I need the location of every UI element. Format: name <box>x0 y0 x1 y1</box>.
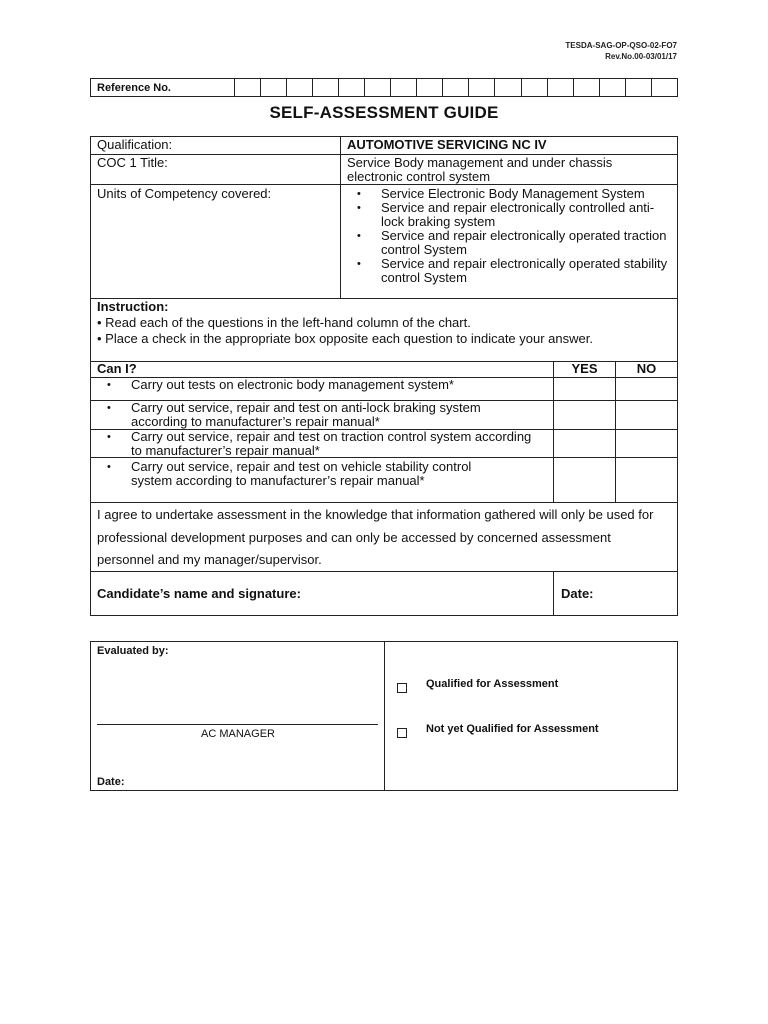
qualified-label: Qualified for Assessment <box>426 678 559 690</box>
reference-box[interactable] <box>417 79 443 97</box>
coc-value: Service Body management and under chassis electronic control system <box>340 155 677 184</box>
signature-row <box>91 571 677 615</box>
instruction-line: • Place a check in the appropriate box opposite each question to indicate your answer. <box>97 331 593 346</box>
coc-label: COC 1 Title: <box>97 155 168 170</box>
qualified-option[interactable] <box>397 678 559 698</box>
yes-checkbox[interactable] <box>553 430 615 457</box>
question-row <box>91 457 677 502</box>
not-qualified-option[interactable] <box>397 723 599 743</box>
no-checkbox[interactable] <box>615 458 677 502</box>
units-label: Units of Competency covered: <box>97 186 272 201</box>
question-row <box>91 400 677 429</box>
yes-header: YES <box>553 362 615 377</box>
reference-box[interactable] <box>261 79 287 97</box>
agreement-row <box>91 502 677 571</box>
evaluated-by-label: Evaluated by: <box>97 645 169 657</box>
evaluator-section <box>91 642 385 790</box>
units-list <box>341 187 669 285</box>
no-header: NO <box>615 362 677 377</box>
units-list-cell <box>340 185 677 298</box>
no-checkbox[interactable] <box>615 378 677 400</box>
instruction-label: Instruction: <box>97 299 169 314</box>
coc-row <box>91 154 677 184</box>
revision-number: Rev.No.00-03/01/17 <box>605 52 677 61</box>
not-qualified-checkbox[interactable] <box>397 728 407 738</box>
reference-box[interactable] <box>547 79 573 97</box>
ac-manager-label: AC MANAGER <box>201 728 275 740</box>
evaluation-date-label: Date: <box>97 776 125 788</box>
question-text: • Carry out tests on electronic body management system* <box>91 378 541 392</box>
question-text: • Carry out service, repair and test on traction control system according to manufacturer’s repair manual* <box>91 430 543 458</box>
unit-item: • Service and repair electronically operated traction control System <box>341 229 669 257</box>
reference-box[interactable] <box>651 79 677 97</box>
evaluation-box <box>90 641 678 791</box>
reference-box[interactable] <box>495 79 521 97</box>
reference-box[interactable] <box>339 79 365 97</box>
reference-box[interactable] <box>573 79 599 97</box>
units-row <box>91 184 677 298</box>
candidate-signature-label: Candidate’s name and signature: <box>97 586 301 601</box>
reference-box[interactable] <box>235 79 261 97</box>
unit-item: • Service and repair electronically controlled anti-lock braking system <box>341 201 669 229</box>
qualified-checkbox[interactable] <box>397 683 407 693</box>
question-row <box>91 429 677 457</box>
page-title: SELF-ASSESSMENT GUIDE <box>269 103 499 122</box>
signature-date-label: Date: <box>553 572 677 615</box>
not-qualified-label: Not yet Qualified for Assessment <box>426 723 599 735</box>
reference-box[interactable] <box>521 79 547 97</box>
checklist-header-row <box>91 361 677 377</box>
reference-box[interactable] <box>287 79 313 97</box>
question-row <box>91 377 677 400</box>
question-text: • Carry out service, repair and test on anti-lock braking system according to manufacturer’s repair manual* <box>91 401 503 429</box>
reference-label: Reference No. <box>91 79 235 97</box>
can-i-header: Can I? <box>97 361 137 376</box>
question-text: • Carry out service, repair and test on vehicle stability control system according to manufacturer’s repair manual* <box>91 460 483 488</box>
unit-item: • Service and repair electronically operated stability control System <box>341 257 669 285</box>
no-checkbox[interactable] <box>615 430 677 457</box>
reference-box[interactable] <box>469 79 495 97</box>
reference-box[interactable] <box>443 79 469 97</box>
reference-box[interactable] <box>625 79 651 97</box>
instruction-row <box>91 298 677 361</box>
qualification-value: AUTOMOTIVE SERVICING NC IV <box>340 137 677 154</box>
unit-item: • Service Electronic Body Management System <box>341 187 669 201</box>
agreement-text: I agree to undertake assessment in the knowledge that information gathered will only be used for professional development purposes and can only be accessed by concerned assessment personnel and my manager/supervisor. <box>97 507 654 567</box>
signature-line <box>97 724 378 725</box>
reference-box[interactable] <box>313 79 339 97</box>
yes-checkbox[interactable] <box>553 401 615 429</box>
qualification-row <box>91 137 677 154</box>
yes-checkbox[interactable] <box>553 458 615 502</box>
form-code: TESDA-SAG-OP-QSO-02-FO7 <box>565 41 677 50</box>
instruction-line: • Read each of the questions in the left-hand column of the chart. <box>97 315 471 330</box>
assessment-form <box>90 136 678 616</box>
reference-box[interactable] <box>391 79 417 97</box>
no-checkbox[interactable] <box>615 401 677 429</box>
reference-box[interactable] <box>365 79 391 97</box>
reference-box[interactable] <box>599 79 625 97</box>
qualification-label: Qualification: <box>97 137 173 152</box>
yes-checkbox[interactable] <box>553 378 615 400</box>
reference-number-table <box>90 78 678 97</box>
